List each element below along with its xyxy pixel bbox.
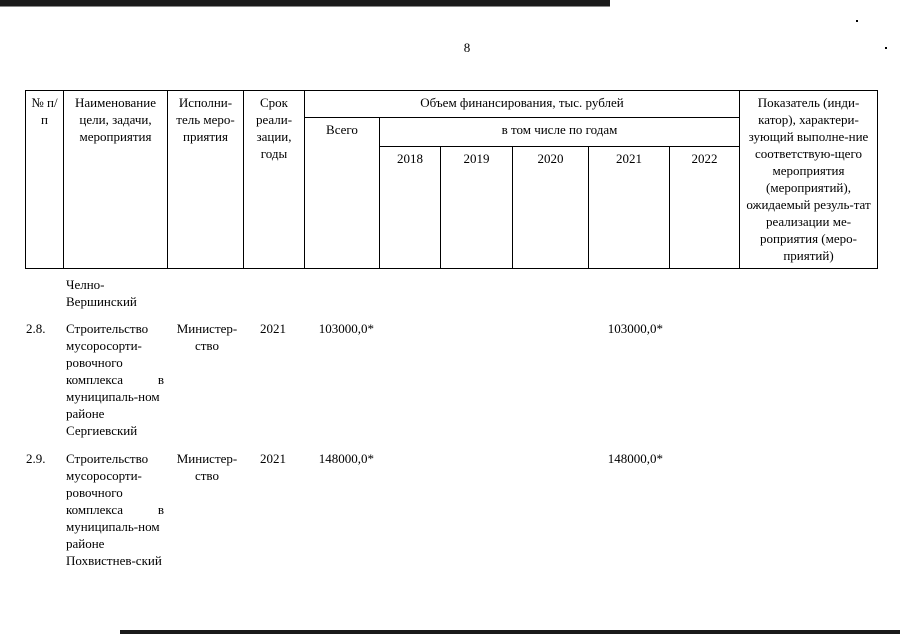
row-term: 2021 [260, 321, 286, 336]
header-indicator: Показатель (инди-катор), характери-зующий выполне-ние соответствую-щего мероприятия (мероприятий), ожидаемый резуль-тат реализации ме-роприятия (меро-приятий) [740, 91, 878, 269]
scan-top-edge-shadow [0, 6, 610, 7]
header-name: Наименование цели, задачи, мероприятия [64, 91, 168, 269]
header-year-2022: 2022 [670, 147, 740, 269]
row-executor: Министер-ство [176, 451, 238, 483]
header-num: № п/п [26, 91, 64, 269]
scan-bottom-edge [120, 630, 900, 634]
header-executor: Исполни-тель меро-приятия [168, 91, 244, 269]
row-name: Строительство мусоросорти-ровочного комплекса в муниципаль-ном районе Похвистнев-ский [66, 451, 164, 568]
header-funding: Объем финансирования, тыс. рублей [305, 91, 740, 118]
header-term: Срок реали-зации, годы [244, 91, 305, 269]
row-term: 2021 [260, 451, 286, 466]
page-number: 8 [463, 40, 471, 55]
header-year-2021: 2021 [589, 147, 670, 269]
scan-speck [856, 20, 858, 22]
row-number: 2.8. [26, 321, 46, 336]
continuation-text: Челно-Вершинский [66, 277, 137, 309]
header-total: Всего [305, 118, 380, 269]
row-total: 148000,0* [318, 451, 374, 466]
row-total: 103000,0* [318, 321, 374, 336]
row-2021: 148000,0* [607, 451, 663, 466]
program-table-header [25, 90, 878, 269]
header-year-2018: 2018 [380, 147, 441, 269]
header-year-2019: 2019 [441, 147, 513, 269]
scan-speck [885, 47, 887, 49]
header-year-2020: 2020 [513, 147, 589, 269]
header-by-years: в том числе по годам [380, 118, 740, 147]
row-number: 2.9. [26, 451, 46, 466]
row-2021: 103000,0* [607, 321, 663, 336]
row-name: Строительство мусоросорти-ровочного комплекса в муниципаль-ном районе Сергиевский [66, 321, 164, 438]
row-executor: Министер-ство [176, 321, 238, 353]
